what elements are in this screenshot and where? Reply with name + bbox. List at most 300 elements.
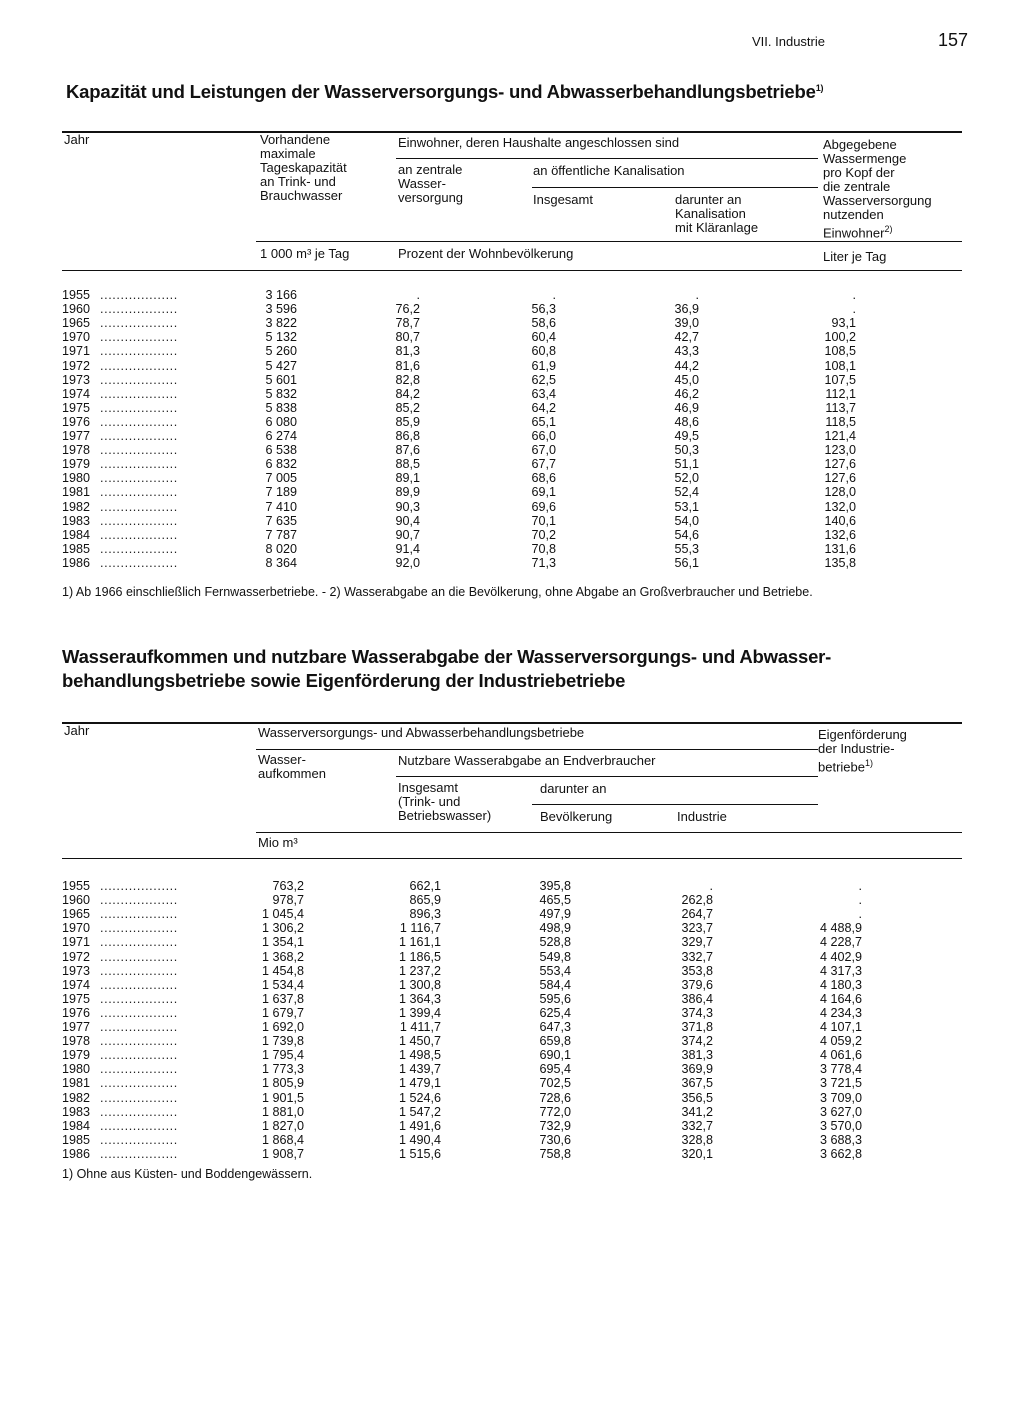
industrie-cell: 367,5 <box>681 1076 713 1091</box>
t2-col-industrie: Industrie <box>677 809 727 824</box>
table-row <box>0 429 1024 443</box>
zentral-cell: 85,9 <box>395 414 420 429</box>
table-row <box>0 359 1024 373</box>
eigenfoerderung-cell: 3 688,3 <box>819 1132 862 1147</box>
year-cell: 1960 <box>62 302 91 317</box>
table-row <box>0 1091 1024 1105</box>
liter-je-tag-cell: 135,8 <box>824 555 856 570</box>
leader-dots: ................... <box>100 949 178 964</box>
table-row <box>0 964 1024 978</box>
industrie-cell: 374,3 <box>681 1005 713 1020</box>
klaeranlage-cell: 36,9 <box>674 302 699 317</box>
kanal-insgesamt-cell: 70,2 <box>531 527 556 542</box>
year-cell: 1972 <box>62 949 91 964</box>
kanal-insgesamt-cell: 68,6 <box>531 471 556 486</box>
kanal-insgesamt-cell: 62,5 <box>531 372 556 387</box>
t1-klaer-line: mit Kläranlage <box>675 220 759 235</box>
wasseraufkommen-cell: 1 354,1 <box>261 935 304 950</box>
bevoelkerung-cell: 528,8 <box>539 935 571 950</box>
year-cell: 1976 <box>62 414 91 429</box>
year-cell: 1985 <box>62 541 91 556</box>
bevoelkerung-cell: 690,1 <box>539 1048 571 1063</box>
table-row <box>0 556 1024 570</box>
leader-dots: ................... <box>100 302 178 317</box>
leader-dots: ................... <box>100 991 178 1006</box>
table-row <box>0 1076 1024 1090</box>
klaeranlage-cell: 43,3 <box>674 344 699 359</box>
t2-col-wvab: Wasserversorgungs- und Abwasserbehandlungsbetriebe <box>258 725 585 740</box>
table1-footnote: 1) Ab 1966 einschließlich Fernwasserbetriebe. - 2) Wasserabgabe an die Bevölkerung, ohne Abgabe an Großverbraucher und Betriebe. <box>62 585 813 599</box>
leader-dots: ................... <box>100 907 178 922</box>
leader-dots: ................... <box>100 358 178 373</box>
leader-dots: ................... <box>100 1132 178 1147</box>
abgabe-insgesamt-cell: 1 479,1 <box>398 1076 441 1091</box>
kanal-insgesamt-cell: . <box>552 288 556 302</box>
eigenfoerderung-cell: 3 709,0 <box>819 1090 862 1105</box>
eigenfoerderung-cell: 3 570,0 <box>819 1118 862 1133</box>
table-row <box>0 1119 1024 1133</box>
table1-title <box>66 77 823 103</box>
kanal-insgesamt-cell: 58,6 <box>531 316 556 331</box>
industrie-cell: 264,7 <box>681 907 713 922</box>
year-cell: 1977 <box>62 429 91 443</box>
abgabe-insgesamt-cell: 865,9 <box>409 893 441 908</box>
liter-je-tag-cell: 113,7 <box>825 400 856 415</box>
leader-dots: ................... <box>100 1118 178 1133</box>
liter-je-tag-cell: . <box>852 288 856 302</box>
t1-header-bottom-rule <box>62 270 962 271</box>
klaeranlage-cell: 54,6 <box>674 527 699 542</box>
year-cell: 1971 <box>62 344 91 359</box>
klaeranlage-cell: 46,2 <box>674 386 699 401</box>
industrie-cell: 356,5 <box>681 1090 713 1105</box>
klaeranlage-cell: 51,1 <box>674 457 699 472</box>
table-row <box>0 387 1024 401</box>
wasseraufkommen-cell: 1 908,7 <box>261 1146 304 1161</box>
eigenfoerderung-cell: . <box>858 879 862 893</box>
t2-col-nutzbar: Nutzbare Wasserabgabe an Endverbraucher <box>398 753 656 768</box>
table-row <box>0 907 1024 921</box>
industrie-cell: 371,8 <box>681 1020 713 1034</box>
kanal-insgesamt-cell: 66,0 <box>531 429 556 443</box>
t1-col-abgabe <box>823 138 932 240</box>
abgabe-insgesamt-cell: 896,3 <box>409 907 441 922</box>
kapazitaet-cell: 3 166 <box>265 288 297 302</box>
t2-header-bottom-rule <box>62 858 962 859</box>
wasseraufkommen-cell: 1 901,5 <box>261 1090 304 1105</box>
abgabe-insgesamt-cell: 1 411,7 <box>399 1020 441 1034</box>
table-row <box>0 485 1024 499</box>
table-row <box>0 893 1024 907</box>
kanal-insgesamt-cell: 70,8 <box>531 541 556 556</box>
year-cell: 1970 <box>62 921 91 936</box>
klaeranlage-cell: 50,3 <box>674 443 699 458</box>
bevoelkerung-cell: 647,3 <box>539 1020 571 1034</box>
bevoelkerung-cell: 465,5 <box>539 893 571 908</box>
bevoelkerung-cell: 772,0 <box>539 1104 571 1119</box>
abgabe-insgesamt-cell: 1 490,4 <box>398 1132 441 1147</box>
bevoelkerung-cell: 498,9 <box>539 921 571 936</box>
industrie-cell: 323,7 <box>681 921 713 936</box>
abgabe-insgesamt-cell: 1 450,7 <box>398 1034 441 1049</box>
wasseraufkommen-cell: 1 827,0 <box>261 1118 304 1133</box>
leader-dots: ................... <box>100 527 178 542</box>
leader-dots: ................... <box>100 935 178 950</box>
eigenfoerderung-cell: 4 180,3 <box>819 977 862 992</box>
t1-abgabe-line: nutzenden <box>823 207 884 222</box>
year-cell: 1983 <box>62 1104 91 1119</box>
kanal-insgesamt-cell: 61,9 <box>531 358 556 373</box>
table-row <box>0 1133 1024 1147</box>
t2-eigen-line <box>818 756 907 774</box>
t1-abgabe-line: Abgegebene <box>823 137 897 152</box>
wasseraufkommen-cell: 763,2 <box>272 879 304 893</box>
year-cell: 1980 <box>62 471 91 486</box>
zentral-cell: 88,5 <box>395 457 420 472</box>
klaeranlage-cell: 52,4 <box>674 485 699 500</box>
eigenfoerderung-cell: 4 234,3 <box>819 1005 862 1020</box>
year-cell: 1978 <box>62 1034 91 1049</box>
liter-je-tag-cell: 132,6 <box>824 527 856 542</box>
t2-eigen-line: der Industrie- <box>818 741 895 756</box>
t1-zentral-line: an zentrale <box>398 162 463 177</box>
t1-col-zentral <box>398 163 463 205</box>
t1-kanal-rule <box>532 187 818 188</box>
t2-col-jahr: Jahr <box>64 723 90 738</box>
kanal-insgesamt-cell: 63,4 <box>531 386 556 401</box>
abgabe-insgesamt-cell: 1 498,5 <box>398 1048 441 1063</box>
zentral-cell: 86,8 <box>395 429 420 443</box>
abgabe-insgesamt-cell: 1 300,8 <box>398 977 441 992</box>
zentral-cell: 89,9 <box>395 485 420 500</box>
klaeranlage-cell: 48,6 <box>674 414 699 429</box>
zentral-cell: 90,7 <box>395 527 420 542</box>
table-row <box>0 373 1024 387</box>
table-row <box>0 514 1024 528</box>
t2-unit: Mio m³ <box>258 835 298 850</box>
wasseraufkommen-cell: 1 368,2 <box>261 949 304 964</box>
t2-insg-line: Insgesamt <box>398 780 458 795</box>
t1-einwohner-rule <box>396 158 818 159</box>
eigenfoerderung-cell: 3 721,5 <box>819 1076 862 1091</box>
leader-dots: ................... <box>100 386 178 401</box>
liter-je-tag-cell: 100,2 <box>824 330 856 345</box>
leader-dots: ................... <box>100 429 178 443</box>
t1-col-kanalisation: an öffentliche Kanalisation <box>533 163 685 178</box>
wasseraufkommen-cell: 1 795,4 <box>261 1048 304 1063</box>
eigenfoerderung-cell: 4 228,7 <box>819 935 862 950</box>
bevoelkerung-cell: 625,4 <box>539 1005 571 1020</box>
industrie-cell: 332,7 <box>681 949 713 964</box>
bevoelkerung-cell: 584,4 <box>539 977 571 992</box>
t1-kap-line: Brauchwasser <box>260 188 343 203</box>
liter-je-tag-cell: 132,0 <box>824 499 856 514</box>
kapazitaet-cell: 6 832 <box>265 457 297 472</box>
table2-title-line2: behandlungsbetriebe sowie Eigenförderung der Industriebetriebe <box>62 670 626 691</box>
kanal-insgesamt-cell: 64,2 <box>531 400 556 415</box>
t1-abgabe-line: Wassermenge <box>823 151 907 166</box>
t1-abgabe-line <box>823 222 932 240</box>
kanal-insgesamt-cell: 56,3 <box>531 302 556 317</box>
t2-eigen-last: betriebe <box>818 759 865 775</box>
klaeranlage-cell: 49,5 <box>674 429 699 443</box>
t1-kap-line: maximale <box>260 146 316 161</box>
year-cell: 1970 <box>62 330 91 345</box>
t1-zentral-line: versorgung <box>398 190 464 205</box>
eigenfoerderung-cell: 4 317,3 <box>819 963 862 978</box>
liter-je-tag-cell: 121,4 <box>824 429 856 443</box>
t1-kap-line: an Trink- und <box>260 174 336 189</box>
eigenfoerderung-cell: . <box>858 907 862 922</box>
year-cell: 1978 <box>62 443 91 458</box>
year-cell: 1974 <box>62 386 91 401</box>
abgabe-insgesamt-cell: 1 237,2 <box>398 963 441 978</box>
eigenfoerderung-cell: 4 164,6 <box>819 991 862 1006</box>
leader-dots: ................... <box>100 1090 178 1105</box>
t1-col-jahr: Jahr <box>64 132 90 147</box>
zentral-cell: 91,4 <box>395 541 420 556</box>
table2-footnote: 1) Ohne aus Küsten- und Boddengewässern. <box>62 1167 313 1181</box>
bevoelkerung-cell: 730,6 <box>539 1132 571 1147</box>
abgabe-insgesamt-cell: 1 186,5 <box>398 949 441 964</box>
table-row <box>0 500 1024 514</box>
wasseraufkommen-cell: 1 306,2 <box>261 921 304 936</box>
kapazitaet-cell: 7 189 <box>265 485 297 500</box>
kapazitaet-cell: 6 080 <box>265 414 297 429</box>
leader-dots: ................... <box>100 1076 178 1091</box>
leader-dots: ................... <box>100 471 178 486</box>
zentral-cell: 85,2 <box>395 400 420 415</box>
abgabe-insgesamt-cell: 662,1 <box>409 879 441 893</box>
t2-unit-rule <box>256 832 962 833</box>
t1-abgabe-line: pro Kopf der <box>823 165 895 180</box>
wasseraufkommen-cell: 1 881,0 <box>261 1104 304 1119</box>
leader-dots: ................... <box>100 977 178 992</box>
klaeranlage-cell: 52,0 <box>674 471 699 486</box>
t1-col-kapazitaet <box>260 133 347 203</box>
kanal-insgesamt-cell: 67,7 <box>531 457 556 472</box>
t1-abgabe-line: Wasserversorgung <box>823 193 932 208</box>
industrie-cell: 262,8 <box>681 893 713 908</box>
table-row <box>0 330 1024 344</box>
t1-col-klaeranlage <box>675 193 758 235</box>
leader-dots: ................... <box>100 1146 178 1161</box>
abgabe-insgesamt-cell: 1 439,7 <box>398 1062 441 1077</box>
liter-je-tag-cell: 93,1 <box>831 316 856 331</box>
year-cell: 1985 <box>62 1132 91 1147</box>
leader-dots: ................... <box>100 893 178 908</box>
klaeranlage-cell: 42,7 <box>674 330 699 345</box>
year-cell: 1973 <box>62 963 91 978</box>
liter-je-tag-cell: 118,5 <box>825 414 856 429</box>
year-cell: 1984 <box>62 527 91 542</box>
table-row <box>0 344 1024 358</box>
leader-dots: ................... <box>100 288 178 302</box>
industrie-cell: 374,2 <box>681 1034 713 1049</box>
kapazitaet-cell: 5 832 <box>265 386 297 401</box>
bevoelkerung-cell: 497,9 <box>539 907 571 922</box>
abgabe-insgesamt-cell: 1 515,6 <box>398 1146 441 1161</box>
zentral-cell: 81,3 <box>395 344 420 359</box>
year-cell: 1986 <box>62 1146 91 1161</box>
year-cell: 1982 <box>62 499 91 514</box>
eigenfoerderung-cell: 4 402,9 <box>819 949 862 964</box>
kapazitaet-cell: 6 274 <box>265 429 297 443</box>
t1-kap-line: Tageskapazität <box>260 160 347 175</box>
t1-kap-line: Vorhandene <box>260 132 331 147</box>
kanal-insgesamt-cell: 67,0 <box>531 443 556 458</box>
table-row <box>0 921 1024 935</box>
table-row <box>0 1062 1024 1076</box>
t2-col-aufkommen <box>258 753 326 781</box>
wasseraufkommen-cell: 1 534,4 <box>261 977 304 992</box>
year-cell: 1976 <box>62 1005 91 1020</box>
kapazitaet-cell: 5 260 <box>265 344 297 359</box>
table-row <box>0 457 1024 471</box>
kapazitaet-cell: 5 427 <box>265 358 297 373</box>
abgabe-insgesamt-cell: 1 161,1 <box>398 935 441 950</box>
table-row <box>0 542 1024 556</box>
year-cell: 1973 <box>62 372 91 387</box>
industrie-cell: 381,3 <box>681 1048 713 1063</box>
table-row <box>0 1006 1024 1020</box>
year-cell: 1979 <box>62 457 91 472</box>
t2-col-bevoelkerung: Bevölkerung <box>540 809 613 824</box>
leader-dots: ................... <box>100 457 178 472</box>
table1-title-note: 1) <box>815 83 824 93</box>
t2-col-darunter: darunter an <box>540 781 607 796</box>
kapazitaet-cell: 3 822 <box>265 316 297 331</box>
t2-darunter-rule <box>532 804 818 805</box>
kapazitaet-cell: 7 787 <box>265 527 297 542</box>
table1-title-text: Kapazität und Leistungen der Wasserversorgungs- und Abwasserbehandlungsbetriebe <box>66 81 816 103</box>
wasseraufkommen-cell: 1 454,8 <box>261 963 304 978</box>
t2-aufk-line: Wasser- <box>258 752 306 767</box>
table-row <box>0 1034 1024 1048</box>
t1-unit-liter: Liter je Tag <box>823 249 887 264</box>
year-cell: 1971 <box>62 935 91 950</box>
eigenfoerderung-cell: 4 061,6 <box>819 1048 862 1063</box>
table1-top-rule <box>62 131 962 133</box>
kanal-insgesamt-cell: 71,3 <box>531 555 556 570</box>
klaeranlage-cell: 54,0 <box>674 513 699 528</box>
table-row <box>0 1020 1024 1034</box>
table-row <box>0 471 1024 485</box>
leader-dots: ................... <box>100 400 178 415</box>
wasseraufkommen-cell: 1 692,0 <box>261 1020 304 1034</box>
eigenfoerderung-cell: 3 627,0 <box>819 1104 862 1119</box>
t2-col-eigenfoerderung <box>818 728 907 774</box>
table-row <box>0 528 1024 542</box>
t1-klaer-line: Kanalisation <box>675 206 746 221</box>
klaeranlage-cell: 45,0 <box>674 372 699 387</box>
liter-je-tag-cell: 108,5 <box>824 344 856 359</box>
leader-dots: ................... <box>100 1062 178 1077</box>
year-cell: 1974 <box>62 977 91 992</box>
table-row <box>0 992 1024 1006</box>
zentral-cell: 78,7 <box>395 316 420 331</box>
eigenfoerderung-cell: 4 107,1 <box>819 1020 862 1034</box>
klaeranlage-cell: 56,1 <box>674 555 699 570</box>
liter-je-tag-cell: 108,1 <box>824 358 856 373</box>
leader-dots: ................... <box>100 541 178 556</box>
kapazitaet-cell: 7 635 <box>265 513 297 528</box>
wasseraufkommen-cell: 1 637,8 <box>261 991 304 1006</box>
industrie-cell: 369,9 <box>681 1062 713 1077</box>
kanal-insgesamt-cell: 60,4 <box>531 330 556 345</box>
zentral-cell: 82,8 <box>395 372 420 387</box>
leader-dots: ................... <box>100 485 178 500</box>
leader-dots: ................... <box>100 1020 178 1034</box>
liter-je-tag-cell: 131,6 <box>824 541 856 556</box>
liter-je-tag-cell: 107,5 <box>824 372 856 387</box>
zentral-cell: 92,0 <box>395 555 420 570</box>
kanal-insgesamt-cell: 60,8 <box>531 344 556 359</box>
leader-dots: ................... <box>100 316 178 331</box>
bevoelkerung-cell: 395,8 <box>539 879 571 893</box>
kapazitaet-cell: 8 020 <box>265 541 297 556</box>
wasseraufkommen-cell: 1 868,4 <box>261 1132 304 1147</box>
bevoelkerung-cell: 758,8 <box>539 1146 571 1161</box>
klaeranlage-cell: 39,0 <box>674 316 699 331</box>
kapazitaet-cell: 5 601 <box>265 372 297 387</box>
table-row <box>0 302 1024 316</box>
leader-dots: ................... <box>100 344 178 359</box>
leader-dots: ................... <box>100 330 178 345</box>
t1-unit-kap: 1 000 m³ je Tag <box>260 246 350 261</box>
klaeranlage-cell: . <box>695 288 699 302</box>
eigenfoerderung-cell: 3 778,4 <box>819 1062 862 1077</box>
table-row <box>0 288 1024 302</box>
year-cell: 1972 <box>62 358 91 373</box>
t2-nutzbar-rule <box>396 776 818 777</box>
klaeranlage-cell: 55,3 <box>674 541 699 556</box>
table-row <box>0 415 1024 429</box>
leader-dots: ................... <box>100 513 178 528</box>
kapazitaet-cell: 5 838 <box>265 400 297 415</box>
kapazitaet-cell: 7 410 <box>265 499 297 514</box>
table2-title-line1: Wasseraufkommen und nutzbare Wasserabgabe der Wasserversorgungs- und Abwasser- <box>62 646 832 667</box>
t1-abgabe-note: 2) <box>884 224 893 234</box>
zentral-cell: 90,3 <box>395 499 420 514</box>
industrie-cell: 320,1 <box>681 1146 713 1161</box>
t1-klaer-line: darunter an <box>675 192 742 207</box>
table-row <box>0 316 1024 330</box>
kanal-insgesamt-cell: 69,1 <box>531 485 556 500</box>
eigenfoerderung-cell: . <box>858 893 862 908</box>
year-cell: 1965 <box>62 316 91 331</box>
bevoelkerung-cell: 732,9 <box>539 1118 571 1133</box>
wasseraufkommen-cell: 1 805,9 <box>261 1076 304 1091</box>
t1-unit-prozent: Prozent der Wohnbevölkerung <box>398 246 574 261</box>
liter-je-tag-cell: 127,6 <box>824 471 856 486</box>
year-cell: 1982 <box>62 1090 91 1105</box>
industrie-cell: 332,7 <box>681 1118 713 1133</box>
leader-dots: ................... <box>100 1034 178 1049</box>
bevoelkerung-cell: 695,4 <box>539 1062 571 1077</box>
industrie-cell: . <box>709 879 713 893</box>
leader-dots: ................... <box>100 921 178 936</box>
liter-je-tag-cell: 112,1 <box>825 386 856 401</box>
year-cell: 1977 <box>62 1020 91 1034</box>
wasseraufkommen-cell: 978,7 <box>272 893 304 908</box>
eigenfoerderung-cell: 4 488,9 <box>819 921 862 936</box>
abgabe-insgesamt-cell: 1 399,4 <box>398 1005 441 1020</box>
klaeranlage-cell: 53,1 <box>674 499 699 514</box>
leader-dots: ................... <box>100 963 178 978</box>
bevoelkerung-cell: 728,6 <box>539 1090 571 1105</box>
liter-je-tag-cell: 140,6 <box>824 513 856 528</box>
